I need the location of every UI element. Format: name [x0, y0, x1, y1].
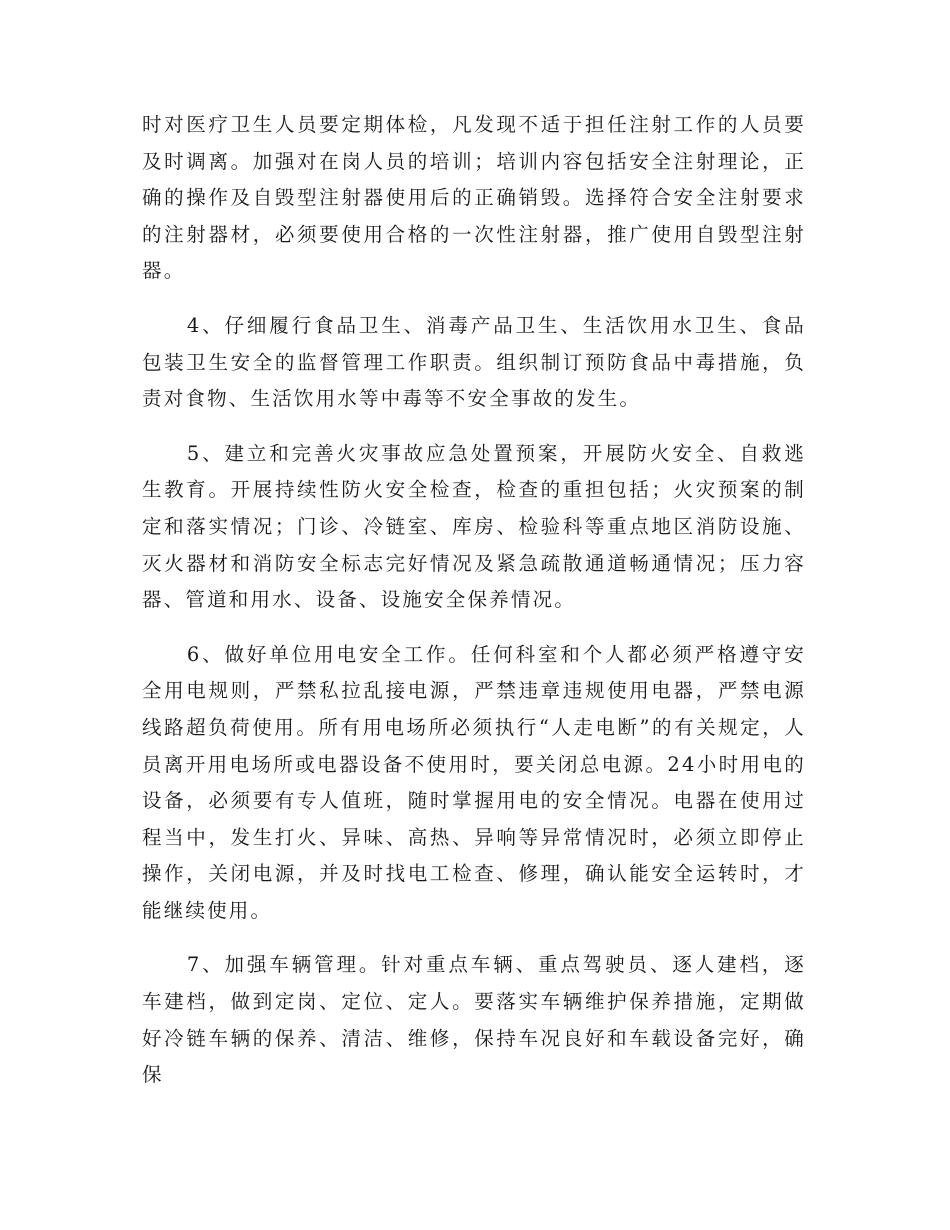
- paragraph-continued: 时对医疗卫生人员要定期体检，凡发现不适于担任注射工作的人员要及时调离。加强对在岗人员的培训；培训内容包括安全注射理论，正确的操作及自毁型注射器使用后的正确销毁。选择符合安全注射要求的注射器材，必须要使用合格的一次性注射器，推广使用自毁型注射器。: [142, 113, 806, 283]
- paragraph-item-7: 7、加强车辆管理。针对重点车辆、重点驾驶员、逐人建档，逐车建档，做到定岗、定位、定人。要落实车辆维护保养措施，定期做好冷链车辆的保养、清洁、维修，保持车况良好和车载设备完好，确保: [142, 953, 806, 1087]
- paragraph-item-6: 6、做好单位用电安全工作。任何科室和个人都必须严格遵守安全用电规则，严禁私拉乱接电源，严禁违章违规使用电器，严禁电源线路超负荷使用。所有用电场所必须执行“人走电断”的有关规定，人员离开用电场所或电器设备不使用时，要关闭总电源。24小时用电的设备，必须要有专人值班，随时掌握用电的安全情况。电器在使用过程当中，发生打火、异味、高热、异响等异常情况时，必须立即停止操作，关闭电源，并及时找电工检查、修理，确认能安全运转时，才能继续使用。: [142, 642, 806, 922]
- paragraph-item-4: 4、仔细履行食品卫生、消毒产品卫生、生活饮用水卫生、食品包装卫生安全的监督管理工作职责。组织制订预防食品中毒措施，负责对食物、生活饮用水等中毒等不安全事故的发生。: [142, 313, 806, 411]
- paragraph-item-5: 5、建立和完善火灾事故应急处置预案，开展防火安全、自救逃生教育。开展持续性防火安全检查，检查的重担包括；火灾预案的制定和落实情况；门诊、冷链室、库房、检验科等重点地区消防设施、灭火器材和消防安全标志完好情况及紧急疏散通道畅通情况；压力容器、管道和用水、设备、设施安全保养情况。: [142, 441, 806, 612]
- document-body: [142, 107, 806, 1112]
